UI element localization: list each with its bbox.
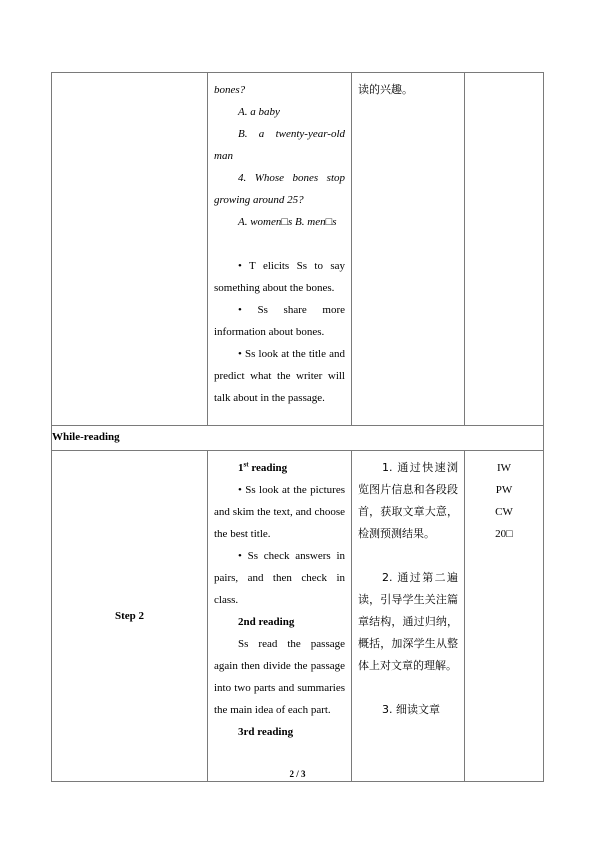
interaction-mode: IW: [496, 462, 512, 474]
interaction-mode: CW: [495, 506, 513, 518]
step-label: Step 2: [52, 451, 208, 782]
activity-line: bones?: [214, 84, 246, 96]
reading-heading: 3rd reading: [238, 726, 294, 738]
activity-cell: [208, 451, 352, 782]
interaction-time: 20□: [495, 528, 513, 540]
activity-bullet: • T elicits Ss to say something about the bones.: [214, 260, 345, 294]
activity-line: B. a twenty-year-old man: [214, 128, 345, 162]
interaction-cell: [465, 451, 544, 782]
purpose-text: 读的兴趣。: [358, 83, 413, 96]
activity-line: A. a baby: [238, 106, 280, 118]
activity-bullet: • Ss look at the title and predict what the writer will talk about in the passage.: [214, 348, 345, 404]
step-cell-empty: [52, 73, 208, 426]
purpose-cell: [352, 451, 465, 782]
table-row: [52, 73, 544, 426]
page-number: 2 / 3: [289, 769, 306, 779]
activity-cell: [208, 73, 352, 426]
reading-heading: 1st reading: [238, 460, 288, 474]
interaction-mode: PW: [495, 484, 513, 496]
activity-text: Ss read the passage again then divide the passage into two parts and summaries the main idea of each part.: [214, 638, 345, 716]
interaction-cell: [465, 73, 544, 426]
table-row: [52, 426, 544, 451]
activity-bullet: • Ss check answers in pairs, and then check in class.: [214, 550, 345, 606]
table-row: [52, 451, 544, 782]
purpose-text: 3. 细读文章: [382, 703, 440, 716]
purpose-text: 1. 通过快速浏览图片信息和各段段首，获取文章大意，检测预测结果。: [358, 461, 458, 540]
activity-line: A. women□s B. men□s: [238, 216, 337, 228]
activity-bullet: • Ss look at the pictures and skim the text, and choose the best title.: [214, 484, 345, 540]
activity-line: 4. Whose bones stop growing around 25?: [214, 172, 345, 206]
activity-bullet: • Ss share more information about bones.: [214, 304, 345, 338]
section-heading: While-reading: [52, 426, 544, 451]
lesson-plan-table: [51, 72, 544, 782]
purpose-text: 2. 通过第二遍读，引导学生关注篇章结构，通过归纳，概括，加深学生从整体上对文章的理解。: [358, 571, 458, 672]
purpose-cell: [352, 73, 465, 426]
reading-heading: 2nd reading: [238, 616, 295, 628]
